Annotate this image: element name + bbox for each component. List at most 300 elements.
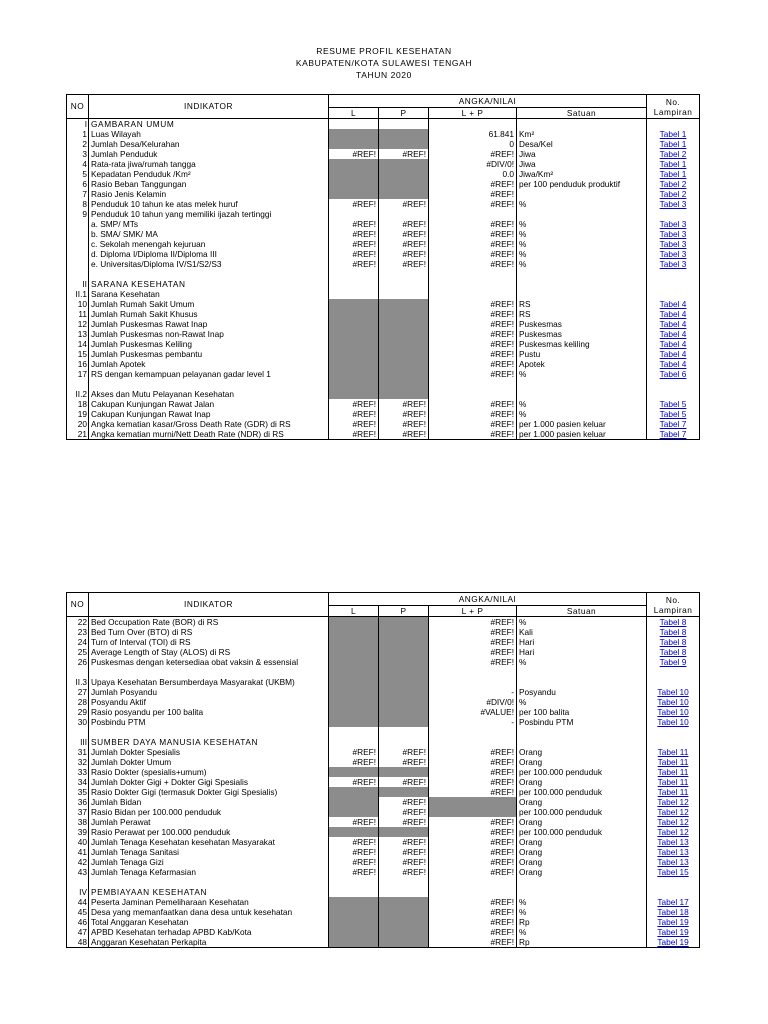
- row-value-l: [329, 627, 379, 637]
- row-no: 20: [67, 419, 89, 429]
- row-no: 28: [67, 697, 89, 707]
- row-satuan: Puskesmas keliling: [517, 339, 647, 349]
- row-satuan: Hari: [517, 637, 647, 647]
- table-row: [67, 349, 700, 359]
- row-value-lp: [429, 727, 517, 737]
- row-indikator: Cakupan Kunjungan Rawat Inap: [89, 409, 329, 419]
- row-satuan: [517, 727, 647, 737]
- row-lampiran-link[interactable]: Tabel 4: [647, 329, 700, 339]
- row-indikator: GAMBARAN UMUM: [89, 118, 329, 129]
- doc-title: RESUME PROFIL KESEHATAN: [316, 46, 452, 56]
- row-lampiran-link[interactable]: Tabel 8: [647, 637, 700, 647]
- row-value-p: [379, 907, 429, 917]
- row-lampiran-link[interactable]: Tabel 9: [647, 657, 700, 667]
- row-no: 11: [67, 309, 89, 319]
- row-value-l: [329, 917, 379, 927]
- row-value-l: [329, 657, 379, 667]
- row-lampiran-link[interactable]: Tabel 1: [647, 129, 700, 139]
- table-row: [67, 727, 700, 737]
- row-value-l: #REF!: [329, 867, 379, 877]
- row-no: 48: [67, 937, 89, 948]
- col-p: P: [379, 107, 429, 118]
- row-value-l: [329, 797, 379, 807]
- row-value-lp: #REF!: [429, 867, 517, 877]
- row-lampiran-link[interactable]: Tabel 11: [647, 787, 700, 797]
- row-satuan: [517, 389, 647, 399]
- row-value-p: #REF!: [379, 409, 429, 419]
- row-value-p: #REF!: [379, 259, 429, 269]
- col-satuan: Satuan: [517, 107, 647, 118]
- row-value-lp: #REF!: [429, 927, 517, 937]
- row-indikator: Rasio Beban Tanggungan: [89, 179, 329, 189]
- row-indikator: Rasio Jenis Kelamin: [89, 189, 329, 199]
- row-satuan: Orang: [517, 867, 647, 877]
- row-lampiran-link: [647, 269, 700, 279]
- row-value-p: #REF!: [379, 807, 429, 817]
- row-value-p: [379, 159, 429, 169]
- row-indikator: Turn of Interval (TOI) di RS: [89, 637, 329, 647]
- table-row: [67, 616, 700, 627]
- table-row: [67, 877, 700, 887]
- row-lampiran-link[interactable]: Tabel 17: [647, 897, 700, 907]
- table-row: [67, 149, 700, 159]
- row-lampiran-link[interactable]: Tabel 13: [647, 837, 700, 847]
- row-value-lp: #REF!: [429, 189, 517, 199]
- row-value-lp: [429, 807, 517, 817]
- row-lampiran-link[interactable]: Tabel 10: [647, 697, 700, 707]
- row-lampiran-link[interactable]: Tabel 12: [647, 797, 700, 807]
- row-value-lp: 0: [429, 139, 517, 149]
- row-value-p: [379, 737, 429, 747]
- row-value-p: [379, 717, 429, 727]
- table-row: [67, 259, 700, 269]
- row-satuan: RS: [517, 309, 647, 319]
- row-indikator: Cakupan Kunjungan Rawat Jalan: [89, 399, 329, 409]
- row-satuan: %: [517, 927, 647, 937]
- row-lampiran-link[interactable]: Tabel 11: [647, 767, 700, 777]
- row-indikator: e. Universitas/Diploma IV/S1/S2/S3: [89, 259, 329, 269]
- col-indikator: INDIKATOR: [89, 593, 329, 617]
- row-no: 6: [67, 179, 89, 189]
- row-no: 45: [67, 907, 89, 917]
- row-lampiran-link[interactable]: Tabel 19: [647, 917, 700, 927]
- row-value-lp: #REF!: [429, 787, 517, 797]
- row-lampiran-link[interactable]: Tabel 11: [647, 747, 700, 757]
- row-value-l: [329, 616, 379, 627]
- row-indikator: Luas Wilayah: [89, 129, 329, 139]
- row-no: 17: [67, 369, 89, 379]
- col-no: NO: [67, 593, 89, 617]
- table-row: [67, 757, 700, 767]
- row-satuan: [517, 118, 647, 129]
- row-lampiran-link: [647, 887, 700, 897]
- table-row: [67, 179, 700, 189]
- row-value-p: [379, 677, 429, 687]
- row-indikator: Upaya Kesehatan Bersumberdaya Masyarakat (UKBM): [89, 677, 329, 687]
- table-row: [67, 269, 700, 279]
- row-satuan: Km²: [517, 129, 647, 139]
- row-indikator: Jumlah Tenaga Kefarmasian: [89, 867, 329, 877]
- row-value-l: #REF!: [329, 429, 379, 440]
- row-value-l: [329, 189, 379, 199]
- row-value-lp: #REF!: [429, 149, 517, 159]
- row-value-lp: #REF!: [429, 827, 517, 837]
- row-lampiran-link: [647, 289, 700, 299]
- row-lampiran-link[interactable]: Tabel 3: [647, 249, 700, 259]
- row-indikator: Jumlah Rumah Sakit Umum: [89, 299, 329, 309]
- row-value-l: [329, 677, 379, 687]
- row-value-p: #REF!: [379, 399, 429, 409]
- row-lampiran-link[interactable]: Tabel 8: [647, 616, 700, 627]
- row-lampiran-link[interactable]: Tabel 3: [647, 229, 700, 239]
- table-row: [67, 787, 700, 797]
- row-no: 14: [67, 339, 89, 349]
- row-no: IV: [67, 887, 89, 897]
- row-value-l: #REF!: [329, 399, 379, 409]
- row-indikator: a. SMP/ MTs: [89, 219, 329, 229]
- row-value-lp: #REF!: [429, 349, 517, 359]
- row-satuan: [517, 209, 647, 219]
- row-value-lp: [429, 877, 517, 887]
- row-indikator: Puskesmas dengan ketersediaa obat vaksin & essensial: [89, 657, 329, 667]
- row-value-l: [329, 339, 379, 349]
- row-lampiran-link[interactable]: Tabel 4: [647, 319, 700, 329]
- row-satuan: Orang: [517, 757, 647, 767]
- row-value-p: [379, 269, 429, 279]
- row-value-p: [379, 339, 429, 349]
- row-value-l: #REF!: [329, 219, 379, 229]
- row-no: 35: [67, 787, 89, 797]
- table-row: [67, 807, 700, 817]
- row-satuan: [517, 737, 647, 747]
- row-no: 9: [67, 209, 89, 219]
- row-value-lp: #REF!: [429, 219, 517, 229]
- table-row: [67, 169, 700, 179]
- row-indikator: Jumlah Penduduk: [89, 149, 329, 159]
- row-lampiran-link[interactable]: Tabel 3: [647, 219, 700, 229]
- row-no: 8: [67, 199, 89, 209]
- section-row: [67, 737, 700, 747]
- row-value-p: [379, 697, 429, 707]
- section-row: [67, 279, 700, 289]
- row-indikator: Penduduk 10 tahun yang memiliki ijazah tertinggi: [89, 209, 329, 219]
- row-lampiran-link[interactable]: Tabel 1: [647, 169, 700, 179]
- table-row: [67, 359, 700, 369]
- row-no: 7: [67, 189, 89, 199]
- row-value-lp: #REF!: [429, 767, 517, 777]
- row-value-p: #REF!: [379, 857, 429, 867]
- row-value-lp: #REF!: [429, 229, 517, 239]
- row-value-lp: #REF!: [429, 857, 517, 867]
- row-lampiran-link[interactable]: Tabel 19: [647, 927, 700, 937]
- row-lampiran-link[interactable]: Tabel 8: [647, 647, 700, 657]
- row-lampiran-link[interactable]: Tabel 2: [647, 189, 700, 199]
- row-lampiran-link[interactable]: Tabel 4: [647, 349, 700, 359]
- table-row: [67, 657, 700, 667]
- row-satuan: per 100.000 penduduk: [517, 807, 647, 817]
- row-lampiran-link[interactable]: Tabel 5: [647, 409, 700, 419]
- row-value-p: #REF!: [379, 419, 429, 429]
- row-satuan: Jiwa: [517, 159, 647, 169]
- row-satuan: Orang: [517, 837, 647, 847]
- row-value-p: [379, 379, 429, 389]
- row-lampiran-link[interactable]: Tabel 7: [647, 429, 700, 440]
- row-lampiran-link[interactable]: Tabel 11: [647, 777, 700, 787]
- row-no: 47: [67, 927, 89, 937]
- row-value-p: [379, 279, 429, 289]
- row-lampiran-link[interactable]: Tabel 13: [647, 847, 700, 857]
- row-satuan: %: [517, 657, 647, 667]
- row-lampiran-link[interactable]: Tabel 6: [647, 369, 700, 379]
- section-row: [67, 887, 700, 897]
- row-lampiran-link[interactable]: Tabel 10: [647, 707, 700, 717]
- row-satuan: Orang: [517, 817, 647, 827]
- table-row: [67, 837, 700, 847]
- row-no: 24: [67, 637, 89, 647]
- table-row: [67, 717, 700, 727]
- row-value-lp: #REF!: [429, 657, 517, 667]
- doc-year: TAHUN 2020: [356, 70, 412, 80]
- row-no: 3: [67, 149, 89, 159]
- table-row: [67, 249, 700, 259]
- row-indikator: Posyandu Aktif: [89, 697, 329, 707]
- row-value-l: [329, 647, 379, 657]
- row-value-lp: #REF!: [429, 299, 517, 309]
- row-lampiran-link[interactable]: Tabel 3: [647, 199, 700, 209]
- row-value-l: [329, 329, 379, 339]
- row-no: 44: [67, 897, 89, 907]
- table-row: [67, 319, 700, 329]
- row-value-l: [329, 389, 379, 399]
- section-row: [67, 118, 700, 129]
- row-value-l: #REF!: [329, 777, 379, 787]
- row-lampiran-link[interactable]: Tabel 10: [647, 717, 700, 727]
- row-indikator: Akses dan Mutu Pelayanan Kesehatan: [89, 389, 329, 399]
- row-value-p: #REF!: [379, 249, 429, 259]
- row-value-p: [379, 319, 429, 329]
- row-indikator: Jumlah Perawat: [89, 817, 329, 827]
- row-lampiran-link: [647, 667, 700, 677]
- row-indikator: [89, 877, 329, 887]
- row-value-p: [379, 309, 429, 319]
- row-lampiran-link[interactable]: Tabel 4: [647, 299, 700, 309]
- row-lampiran-link[interactable]: Tabel 11: [647, 757, 700, 767]
- row-indikator: Jumlah Bidan: [89, 797, 329, 807]
- row-value-p: [379, 917, 429, 927]
- row-lampiran-link[interactable]: Tabel 2: [647, 179, 700, 189]
- table-row: [67, 767, 700, 777]
- row-value-l: [329, 637, 379, 647]
- row-no: I: [67, 118, 89, 129]
- row-value-p: [379, 657, 429, 667]
- row-value-p: [379, 787, 429, 797]
- row-satuan: [517, 877, 647, 887]
- row-value-lp: [429, 887, 517, 897]
- row-value-lp: 61.841: [429, 129, 517, 139]
- row-value-lp: #REF!: [429, 627, 517, 637]
- table-row: [67, 289, 700, 299]
- row-value-l: [329, 887, 379, 897]
- row-indikator: SARANA KESEHATAN: [89, 279, 329, 289]
- row-lampiran-link[interactable]: Tabel 12: [647, 827, 700, 837]
- table-row: [67, 697, 700, 707]
- row-value-l: [329, 369, 379, 379]
- row-value-l: [329, 309, 379, 319]
- row-lampiran-link[interactable]: Tabel 13: [647, 857, 700, 867]
- row-satuan: %: [517, 229, 647, 239]
- row-value-lp: #REF!: [429, 339, 517, 349]
- row-value-p: #REF!: [379, 149, 429, 159]
- row-satuan: Pustu: [517, 349, 647, 359]
- row-satuan: per 100.000 penduduk: [517, 767, 647, 777]
- row-indikator: Rasio Bidan per 100.000 penduduk: [89, 807, 329, 817]
- row-value-p: [379, 897, 429, 907]
- row-lampiran-link[interactable]: Tabel 5: [647, 399, 700, 409]
- row-no: [67, 667, 89, 677]
- row-value-p: [379, 299, 429, 309]
- col-indikator: INDIKATOR: [89, 95, 329, 119]
- row-lampiran-link[interactable]: Tabel 4: [647, 339, 700, 349]
- row-value-p: [379, 369, 429, 379]
- col-p: P: [379, 605, 429, 616]
- row-indikator: APBD Kesehatan terhadap APBD Kab/Kota: [89, 927, 329, 937]
- row-lampiran-link[interactable]: Tabel 18: [647, 907, 700, 917]
- row-no: [67, 877, 89, 887]
- row-value-p: [379, 179, 429, 189]
- row-value-lp: #REF!: [429, 937, 517, 948]
- row-no: 30: [67, 717, 89, 727]
- row-indikator: SUMBER DAYA MANUSIA KESEHATAN: [89, 737, 329, 747]
- row-value-p: [379, 637, 429, 647]
- row-satuan: [517, 189, 647, 199]
- row-indikator: [89, 269, 329, 279]
- table-row: [67, 379, 700, 389]
- row-value-p: [379, 129, 429, 139]
- table-row: [67, 339, 700, 349]
- row-lampiran-link: [647, 737, 700, 747]
- row-satuan: per 100.000 penduduk: [517, 787, 647, 797]
- row-lampiran-link[interactable]: Tabel 8: [647, 627, 700, 637]
- row-indikator: c. Sekolah menengah kejuruan: [89, 239, 329, 249]
- row-lampiran-link[interactable]: Tabel 10: [647, 687, 700, 697]
- row-satuan: %: [517, 249, 647, 259]
- row-value-lp: [429, 389, 517, 399]
- row-lampiran-link[interactable]: Tabel 12: [647, 807, 700, 817]
- row-no: II.3: [67, 677, 89, 687]
- row-value-p: [379, 169, 429, 179]
- row-no: [67, 727, 89, 737]
- row-satuan: [517, 667, 647, 677]
- row-value-l: [329, 717, 379, 727]
- row-value-p: #REF!: [379, 847, 429, 857]
- table-row: [67, 419, 700, 429]
- row-satuan: %: [517, 616, 647, 627]
- col-lampiran-2: Lampiran: [647, 107, 700, 118]
- row-value-p: #REF!: [379, 429, 429, 440]
- row-lampiran-link[interactable]: Tabel 1: [647, 139, 700, 149]
- table-row: [67, 239, 700, 249]
- row-value-l: #REF!: [329, 817, 379, 827]
- row-satuan: %: [517, 219, 647, 229]
- row-lampiran-link[interactable]: Tabel 2: [647, 149, 700, 159]
- row-value-lp: #REF!: [429, 309, 517, 319]
- row-lampiran-link[interactable]: Tabel 3: [647, 259, 700, 269]
- col-satuan: Satuan: [517, 605, 647, 616]
- row-value-p: #REF!: [379, 867, 429, 877]
- row-satuan: RS: [517, 299, 647, 309]
- row-no: 26: [67, 657, 89, 667]
- row-lampiran-link[interactable]: Tabel 19: [647, 937, 700, 948]
- row-value-p: [379, 927, 429, 937]
- row-lampiran-link[interactable]: Tabel 15: [647, 867, 700, 877]
- row-value-lp: #REF!: [429, 817, 517, 827]
- row-value-l: [329, 179, 379, 189]
- row-no: 4: [67, 159, 89, 169]
- row-value-lp: -: [429, 687, 517, 697]
- row-indikator: PEMBIAYAAN KESEHATAN: [89, 887, 329, 897]
- row-indikator: [89, 379, 329, 389]
- row-value-l: [329, 379, 379, 389]
- row-no: 5: [67, 169, 89, 179]
- row-satuan: %: [517, 199, 647, 209]
- row-lampiran-link[interactable]: Tabel 12: [647, 817, 700, 827]
- row-indikator: [89, 667, 329, 677]
- table-row: [67, 817, 700, 827]
- row-lampiran-link[interactable]: Tabel 1: [647, 159, 700, 169]
- table-row: [67, 219, 700, 229]
- row-satuan: %: [517, 369, 647, 379]
- row-lampiran-link[interactable]: Tabel 7: [647, 419, 700, 429]
- row-value-lp: #REF!: [429, 239, 517, 249]
- row-indikator: d. Diploma I/Diploma II/Diploma III: [89, 249, 329, 259]
- row-value-l: #REF!: [329, 837, 379, 847]
- row-value-l: [329, 737, 379, 747]
- row-value-l: [329, 279, 379, 289]
- table-row: [67, 139, 700, 149]
- row-lampiran-link[interactable]: Tabel 4: [647, 359, 700, 369]
- row-indikator: Jumlah Puskesmas pembantu: [89, 349, 329, 359]
- col-angka: ANGKA/NILAI: [329, 95, 647, 108]
- row-value-p: [379, 389, 429, 399]
- row-satuan: Jiwa/Km²: [517, 169, 647, 179]
- row-no: 37: [67, 807, 89, 817]
- table-row: [67, 937, 700, 948]
- row-lampiran-link[interactable]: Tabel 4: [647, 309, 700, 319]
- row-value-l: [329, 349, 379, 359]
- table-row: [67, 647, 700, 657]
- row-no: 27: [67, 687, 89, 697]
- row-indikator: Jumlah Tenaga Gizi: [89, 857, 329, 867]
- table-row: [67, 907, 700, 917]
- row-value-lp: -: [429, 717, 517, 727]
- row-lampiran-link[interactable]: Tabel 3: [647, 239, 700, 249]
- row-satuan: [517, 269, 647, 279]
- row-value-p: #REF!: [379, 239, 429, 249]
- row-value-lp: [429, 118, 517, 129]
- row-no: 41: [67, 847, 89, 857]
- row-satuan: Rp: [517, 917, 647, 927]
- row-no: 29: [67, 707, 89, 717]
- row-no: 42: [67, 857, 89, 867]
- row-value-p: [379, 616, 429, 627]
- row-value-l: #REF!: [329, 259, 379, 269]
- row-indikator: Jumlah Dokter Gigi + Dokter Gigi Spesialis: [89, 777, 329, 787]
- row-satuan: Orang: [517, 747, 647, 757]
- row-value-lp: #DIV/0!: [429, 159, 517, 169]
- row-value-lp: [429, 279, 517, 289]
- row-value-p: [379, 329, 429, 339]
- row-no: 21: [67, 429, 89, 440]
